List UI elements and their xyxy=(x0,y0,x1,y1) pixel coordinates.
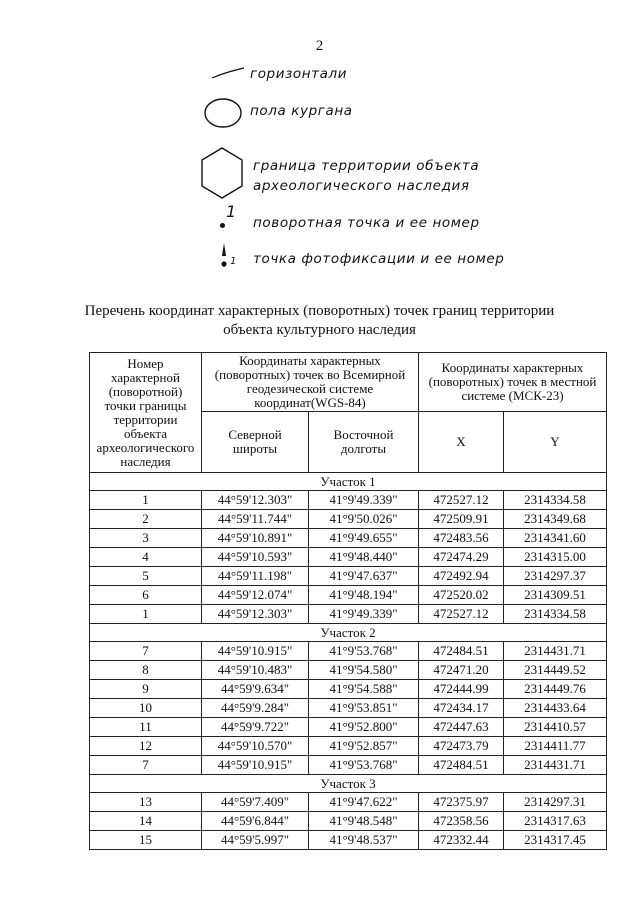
x-cell: 472444.99 xyxy=(419,680,504,699)
header-longitude: Восточной долготы xyxy=(309,412,419,473)
point-number-cell: 1 xyxy=(90,605,202,624)
latitude-cell: 44°59'6.844" xyxy=(202,812,309,831)
longitude-cell: 41°9'53.851" xyxy=(309,699,419,718)
x-cell: 472484.51 xyxy=(419,642,504,661)
point-number-cell: 14 xyxy=(90,812,202,831)
y-cell: 2314334.58 xyxy=(504,491,607,510)
x-cell: 472474.29 xyxy=(419,548,504,567)
longitude-cell: 41°9'48.548" xyxy=(309,812,419,831)
x-cell: 472473.79 xyxy=(419,737,504,756)
section-row xyxy=(90,473,607,491)
table-row xyxy=(90,680,607,699)
point-number-cell: 10 xyxy=(90,699,202,718)
table-row xyxy=(90,548,607,567)
latitude-cell: 44°59'10.915" xyxy=(202,642,309,661)
legend-label-contour: горизонтали xyxy=(250,66,348,82)
x-cell: 472358.56 xyxy=(419,812,504,831)
section-title: Участок 3 xyxy=(90,775,607,793)
table-body xyxy=(90,473,607,850)
y-cell: 2314341.60 xyxy=(504,529,607,548)
legend-label-turning-point: поворотная точка и ее номер xyxy=(253,215,480,231)
x-cell: 472509.91 xyxy=(419,510,504,529)
point-number-cell: 3 xyxy=(90,529,202,548)
longitude-cell: 41°9'54.580" xyxy=(309,661,419,680)
y-cell: 2314349.68 xyxy=(504,510,607,529)
title-line-1: Перечень координат характерных (поворотных) точек границ территории xyxy=(84,303,555,319)
header-x: X xyxy=(419,412,504,473)
y-cell: 2314315.00 xyxy=(504,548,607,567)
contour-line-icon xyxy=(210,66,246,80)
point-number-cell: 1 xyxy=(90,491,202,510)
longitude-cell: 41°9'49.339" xyxy=(309,605,419,624)
legend-label-boundary-2: археологического наследия xyxy=(253,178,470,194)
x-cell: 472332.44 xyxy=(419,831,504,850)
longitude-cell: 41°9'47.622" xyxy=(309,793,419,812)
table-row xyxy=(90,812,607,831)
legend-label-boundary-1: граница территории объекта xyxy=(253,158,480,174)
y-cell: 2314297.37 xyxy=(504,567,607,586)
latitude-cell: 44°59'10.915" xyxy=(202,756,309,775)
table-row xyxy=(90,642,607,661)
y-cell: 2314297.31 xyxy=(504,793,607,812)
table-row xyxy=(90,567,607,586)
table-row xyxy=(90,605,607,624)
point-number-cell: 12 xyxy=(90,737,202,756)
latitude-cell: 44°59'9.284" xyxy=(202,699,309,718)
latitude-cell: 44°59'10.483" xyxy=(202,661,309,680)
photo-point-marker: 1 xyxy=(230,256,237,267)
table-row xyxy=(90,661,607,680)
point-number-cell: 15 xyxy=(90,831,202,850)
x-cell: 472471.20 xyxy=(419,661,504,680)
table-row xyxy=(90,699,607,718)
point-number-cell: 7 xyxy=(90,756,202,775)
turning-point-icon xyxy=(218,202,240,232)
coordinates-table xyxy=(89,352,607,850)
latitude-cell: 44°59'9.634" xyxy=(202,680,309,699)
point-number-cell: 4 xyxy=(90,548,202,567)
y-cell: 2314317.45 xyxy=(504,831,607,850)
table-row xyxy=(90,793,607,812)
section-title: Участок 2 xyxy=(90,624,607,642)
point-number-cell: 11 xyxy=(90,718,202,737)
table-row xyxy=(90,529,607,548)
x-cell: 472527.12 xyxy=(419,491,504,510)
point-number-cell: 13 xyxy=(90,793,202,812)
longitude-cell: 41°9'49.655" xyxy=(309,529,419,548)
hexagon-icon xyxy=(200,146,244,200)
page-number: 2 xyxy=(315,38,324,54)
section-row xyxy=(90,775,607,793)
x-cell: 472527.12 xyxy=(419,605,504,624)
section-title: Участок 1 xyxy=(90,473,607,491)
x-cell: 472375.97 xyxy=(419,793,504,812)
ellipse-icon xyxy=(203,97,243,129)
latitude-cell: 44°59'7.409" xyxy=(202,793,309,812)
document-title xyxy=(0,302,639,340)
latitude-cell: 44°59'9.722" xyxy=(202,718,309,737)
section-row xyxy=(90,624,607,642)
header-y: Y xyxy=(504,412,607,473)
point-number-cell: 9 xyxy=(90,680,202,699)
photo-point-icon xyxy=(218,242,240,272)
table-row xyxy=(90,737,607,756)
point-number-cell: 2 xyxy=(90,510,202,529)
latitude-cell: 44°59'11.744" xyxy=(202,510,309,529)
longitude-cell: 41°9'48.194" xyxy=(309,586,419,605)
title-line-2: объекта культурного наследия xyxy=(223,322,416,338)
longitude-cell: 41°9'50.026" xyxy=(309,510,419,529)
y-cell: 2314433.64 xyxy=(504,699,607,718)
point-number-cell: 7 xyxy=(90,642,202,661)
longitude-cell: 41°9'54.588" xyxy=(309,680,419,699)
y-cell: 2314449.52 xyxy=(504,661,607,680)
y-cell: 2314449.76 xyxy=(504,680,607,699)
latitude-cell: 44°59'10.593" xyxy=(202,548,309,567)
x-cell: 472434.17 xyxy=(419,699,504,718)
latitude-cell: 44°59'5.997" xyxy=(202,831,309,850)
longitude-cell: 41°9'48.537" xyxy=(309,831,419,850)
y-cell: 2314309.51 xyxy=(504,586,607,605)
latitude-cell: 44°59'10.891" xyxy=(202,529,309,548)
y-cell: 2314410.57 xyxy=(504,718,607,737)
turning-point-marker: 1 xyxy=(226,202,237,221)
x-cell: 472520.02 xyxy=(419,586,504,605)
x-cell: 472492.94 xyxy=(419,567,504,586)
latitude-cell: 44°59'11.198" xyxy=(202,567,309,586)
table-row xyxy=(90,510,607,529)
longitude-cell: 41°9'52.857" xyxy=(309,737,419,756)
header-point-number: Номер характерной (поворотной) точки границы территории объекта археологического наследия xyxy=(90,353,202,473)
x-cell: 472447.63 xyxy=(419,718,504,737)
latitude-cell: 44°59'12.074" xyxy=(202,586,309,605)
x-cell: 472483.56 xyxy=(419,529,504,548)
y-cell: 2314334.58 xyxy=(504,605,607,624)
table-row xyxy=(90,718,607,737)
longitude-cell: 41°9'53.768" xyxy=(309,756,419,775)
point-number-cell: 6 xyxy=(90,586,202,605)
table-row xyxy=(90,756,607,775)
legend-label-mound: пола кургана xyxy=(250,103,353,119)
point-number-cell: 8 xyxy=(90,661,202,680)
longitude-cell: 41°9'49.339" xyxy=(309,491,419,510)
y-cell: 2314431.71 xyxy=(504,642,607,661)
legend-label-photo-point: точка фотофиксации и ее номер xyxy=(253,251,505,267)
longitude-cell: 41°9'48.440" xyxy=(309,548,419,567)
table-row xyxy=(90,831,607,850)
latitude-cell: 44°59'12.303" xyxy=(202,605,309,624)
header-msk23: Координаты характерных (поворотных) точек в местной системе (МСК-23) xyxy=(419,353,607,412)
y-cell: 2314411.77 xyxy=(504,737,607,756)
header-latitude: Северной широты xyxy=(202,412,309,473)
table-row xyxy=(90,586,607,605)
y-cell: 2314431.71 xyxy=(504,756,607,775)
latitude-cell: 44°59'10.570" xyxy=(202,737,309,756)
table-row xyxy=(90,491,607,510)
point-number-cell: 5 xyxy=(90,567,202,586)
x-cell: 472484.51 xyxy=(419,756,504,775)
longitude-cell: 41°9'53.768" xyxy=(309,642,419,661)
longitude-cell: 41°9'47.637" xyxy=(309,567,419,586)
latitude-cell: 44°59'12.303" xyxy=(202,491,309,510)
longitude-cell: 41°9'52.800" xyxy=(309,718,419,737)
y-cell: 2314317.63 xyxy=(504,812,607,831)
header-wgs84: Координаты характерных (поворотных) точек во Всемирной геодезической системе координат(WGS-84) xyxy=(202,353,419,412)
